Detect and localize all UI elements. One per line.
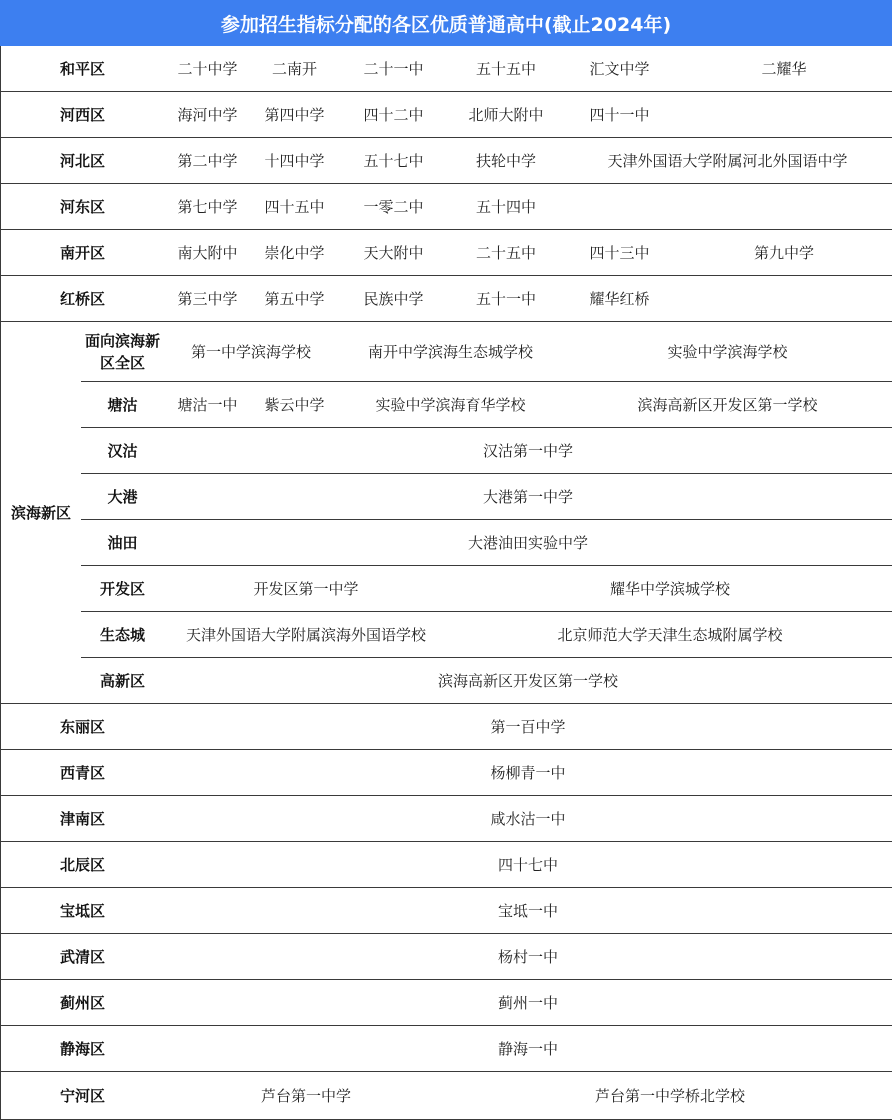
school-cell: 四十一中 bbox=[563, 92, 677, 138]
school-cell: 天大附中 bbox=[338, 230, 450, 276]
school-cell: 宝坻一中 bbox=[164, 888, 892, 934]
school-cell: 实验中学滨海育华学校 bbox=[338, 382, 564, 428]
school-cell: 四十三中 bbox=[563, 230, 677, 276]
district-label: 河东区 bbox=[1, 184, 165, 230]
school-cell: 大港油田实验中学 bbox=[164, 520, 892, 566]
school-cell: 杨柳青一中 bbox=[164, 750, 892, 796]
school-cell: 南大附中 bbox=[164, 230, 252, 276]
school-cell: 海河中学 bbox=[164, 92, 252, 138]
school-cell: 二南开 bbox=[251, 46, 339, 92]
school-cell: 第九中学 bbox=[676, 230, 892, 276]
school-cell bbox=[563, 184, 677, 230]
district-label: 蓟州区 bbox=[1, 980, 165, 1026]
school-cell: 第五中学 bbox=[251, 276, 339, 322]
school-cell: 五十一中 bbox=[449, 276, 564, 322]
school-cell: 北京师范大学天津生态城附属学校 bbox=[448, 612, 892, 658]
district-label: 西青区 bbox=[1, 750, 165, 796]
area-label: 生态城 bbox=[81, 612, 165, 658]
school-cell bbox=[676, 92, 892, 138]
district-label: 河西区 bbox=[1, 92, 165, 138]
school-cell: 五十七中 bbox=[338, 138, 450, 184]
district-label: 宝坻区 bbox=[1, 888, 165, 934]
school-cell: 五十五中 bbox=[449, 46, 564, 92]
school-cell: 崇化中学 bbox=[251, 230, 339, 276]
school-cell: 四十七中 bbox=[164, 842, 892, 888]
school-cell: 芦台第一中学 bbox=[164, 1072, 449, 1120]
school-cell: 二十中学 bbox=[164, 46, 252, 92]
district-label: 南开区 bbox=[1, 230, 165, 276]
area-label: 高新区 bbox=[81, 658, 165, 704]
school-cell: 蓟州一中 bbox=[164, 980, 892, 1026]
district-label: 河北区 bbox=[1, 138, 165, 184]
school-cell: 第一百中学 bbox=[164, 704, 892, 750]
district-label: 静海区 bbox=[1, 1026, 165, 1072]
school-cell: 汇文中学 bbox=[563, 46, 677, 92]
school-cell: 第四中学 bbox=[251, 92, 339, 138]
school-cell: 十四中学 bbox=[251, 138, 339, 184]
school-cell: 民族中学 bbox=[338, 276, 450, 322]
area-label: 塘沽 bbox=[81, 382, 165, 428]
district-label: 和平区 bbox=[1, 46, 165, 92]
school-cell: 一零二中 bbox=[338, 184, 450, 230]
school-cell: 天津外国语大学附属滨海外国语学校 bbox=[164, 612, 449, 658]
district-label: 宁河区 bbox=[1, 1072, 165, 1120]
district-label: 东丽区 bbox=[1, 704, 165, 750]
school-cell: 扶轮中学 bbox=[449, 138, 564, 184]
school-cell: 咸水沽一中 bbox=[164, 796, 892, 842]
school-cell: 开发区第一中学 bbox=[164, 566, 449, 612]
district-label: 红桥区 bbox=[1, 276, 165, 322]
school-cell bbox=[676, 184, 892, 230]
school-cell: 紫云中学 bbox=[251, 382, 339, 428]
school-cell: 塘沽一中 bbox=[164, 382, 252, 428]
area-label: 面向滨海新区全区 bbox=[81, 322, 165, 382]
school-cell: 耀华红桥 bbox=[563, 276, 677, 322]
school-cell: 四十二中 bbox=[338, 92, 450, 138]
school-table bbox=[0, 46, 892, 1120]
school-cell: 大港第一中学 bbox=[164, 474, 892, 520]
area-label: 大港 bbox=[81, 474, 165, 520]
district-label: 津南区 bbox=[1, 796, 165, 842]
area-label: 油田 bbox=[81, 520, 165, 566]
table-title: 参加招生指标分配的各区优质普通高中(截止2024年) bbox=[0, 0, 892, 46]
school-cell: 五十四中 bbox=[449, 184, 564, 230]
area-label: 开发区 bbox=[81, 566, 165, 612]
school-cell: 第七中学 bbox=[164, 184, 252, 230]
school-cell: 南开中学滨海生态城学校 bbox=[338, 322, 564, 382]
area-label: 汉沽 bbox=[81, 428, 165, 474]
district-label: 武清区 bbox=[1, 934, 165, 980]
school-cell: 第二中学 bbox=[164, 138, 252, 184]
school-cell: 静海一中 bbox=[164, 1026, 892, 1072]
district-label: 滨海新区 bbox=[1, 322, 82, 704]
school-cell: 滨海高新区开发区第一学校 bbox=[563, 382, 892, 428]
school-cell bbox=[676, 276, 892, 322]
school-cell: 四十五中 bbox=[251, 184, 339, 230]
school-cell: 第一中学滨海学校 bbox=[164, 322, 339, 382]
school-cell: 二十五中 bbox=[449, 230, 564, 276]
school-cell: 二耀华 bbox=[676, 46, 892, 92]
school-cell: 滨海高新区开发区第一学校 bbox=[164, 658, 892, 704]
school-cell: 芦台第一中学桥北学校 bbox=[448, 1072, 892, 1120]
school-cell: 二十一中 bbox=[338, 46, 450, 92]
school-cell: 北师大附中 bbox=[449, 92, 564, 138]
school-cell: 汉沽第一中学 bbox=[164, 428, 892, 474]
district-label: 北辰区 bbox=[1, 842, 165, 888]
school-cell: 杨村一中 bbox=[164, 934, 892, 980]
school-cell: 实验中学滨海学校 bbox=[563, 322, 892, 382]
school-cell: 耀华中学滨城学校 bbox=[448, 566, 892, 612]
school-cell: 第三中学 bbox=[164, 276, 252, 322]
school-cell: 天津外国语大学附属河北外国语中学 bbox=[563, 138, 892, 184]
